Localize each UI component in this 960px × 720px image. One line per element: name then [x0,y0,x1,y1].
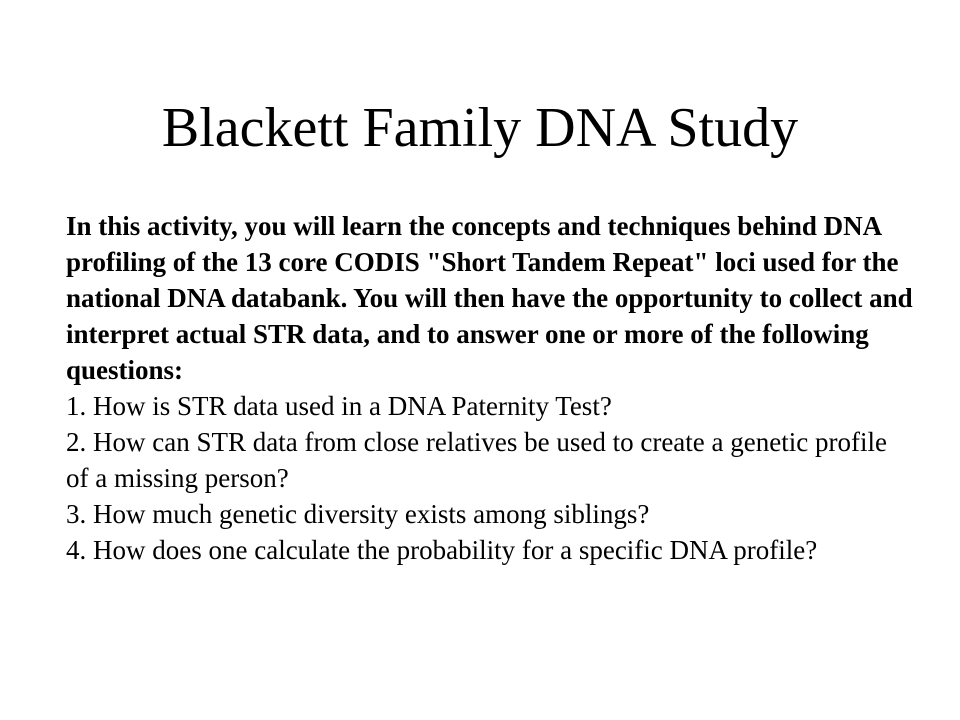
question-list [66,388,916,568]
question-item: 1. How is STR data used in a DNA Paternity Test? [66,391,612,421]
question-item: 2. How can STR data from close relatives be used to create a genetic profile of a missing person? [66,427,887,493]
question-item: 3. How much genetic diversity exists among siblings? [66,499,650,529]
slide-body [66,208,916,568]
intro-paragraph: In this activity, you will learn the concepts and techniques behind DNA profiling of the 13 core CODIS "Short Tandem Repeat" loci used for the national DNA databank. You will then have the opportunity to collect and interpret actual STR data, and to answer one or more of the following questions: [66,211,913,385]
question-item: 4. How does one calculate the probability for a specific DNA profile? [66,535,818,565]
slide-title: Blackett Family DNA Study [161,97,799,159]
